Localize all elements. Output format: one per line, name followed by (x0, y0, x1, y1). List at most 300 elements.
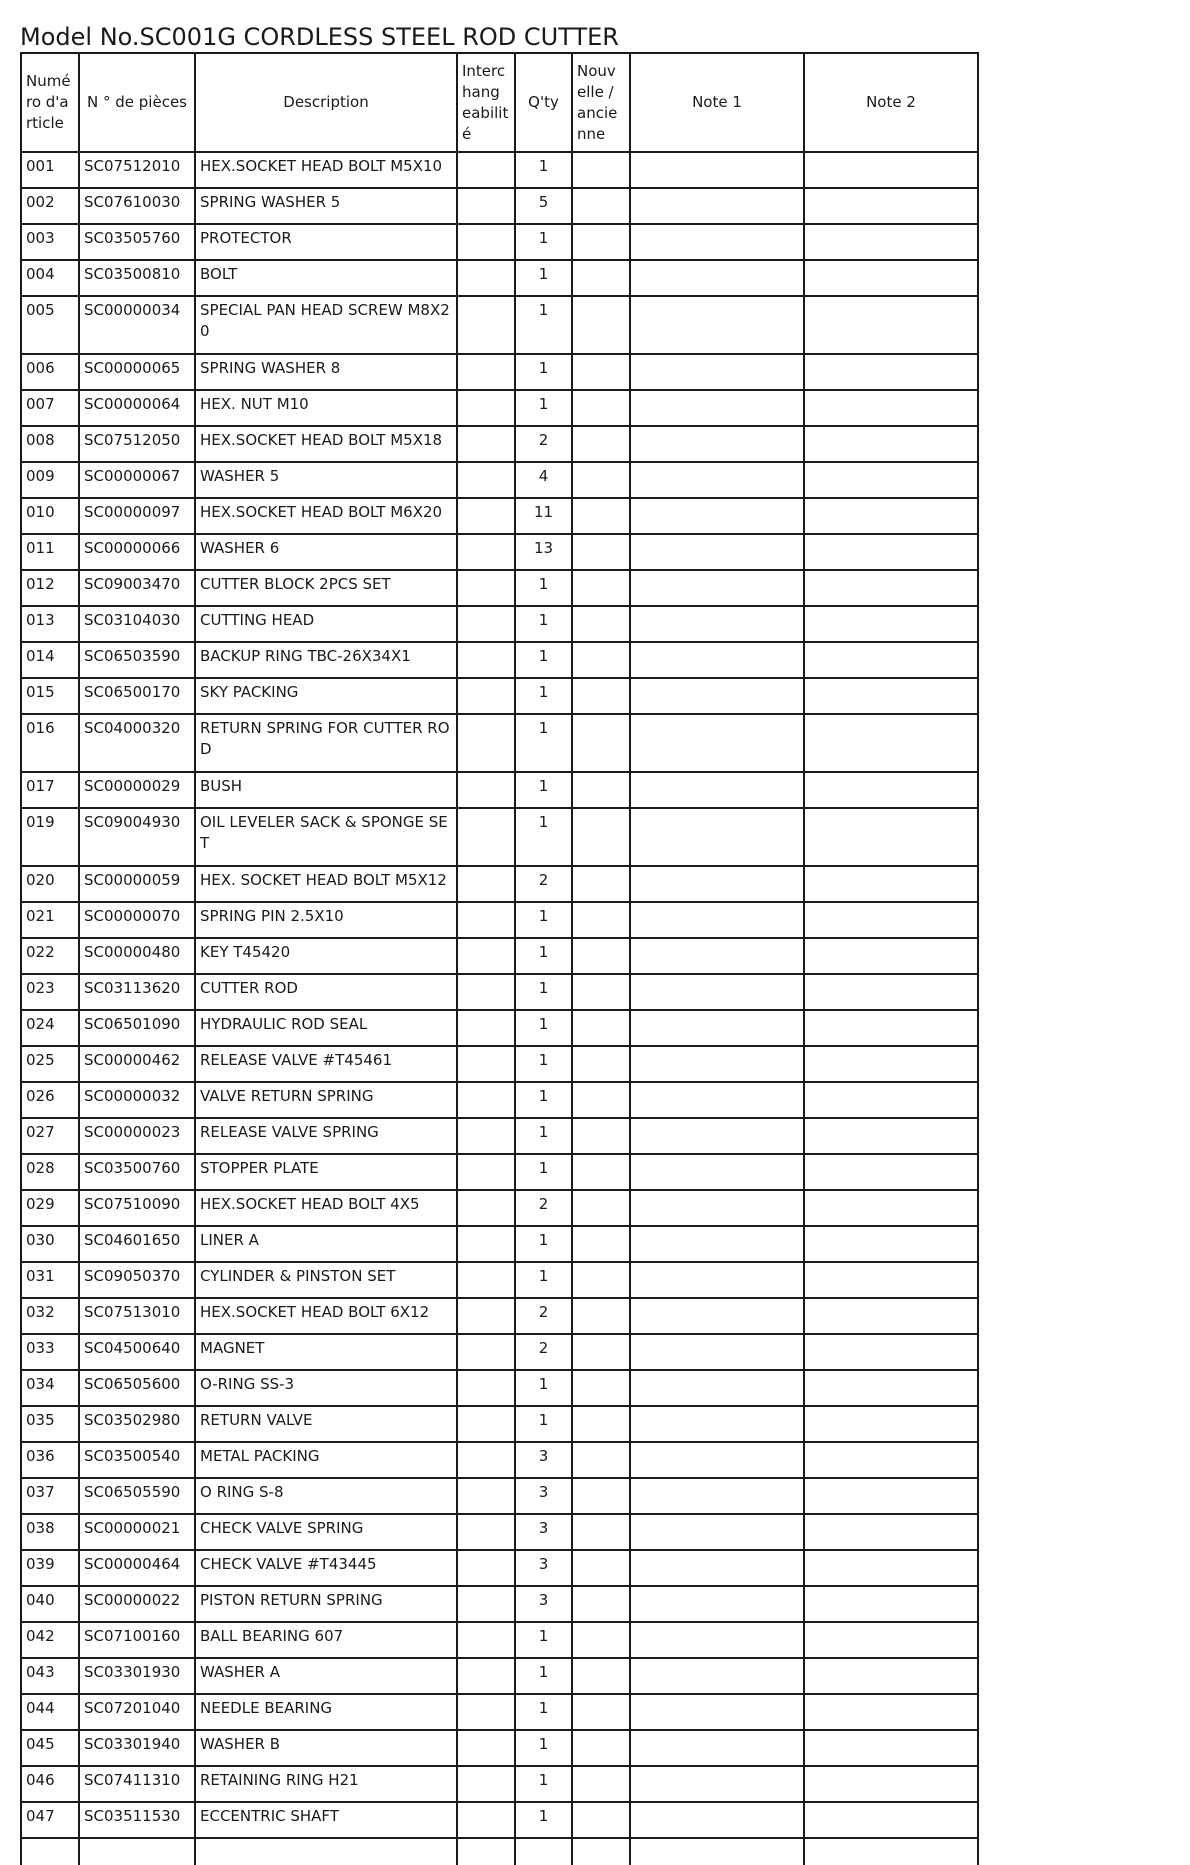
qty-cell: 1 (515, 938, 572, 974)
note-1-cell (630, 902, 804, 938)
qty-cell: 1 (515, 808, 572, 866)
description-cell: RETAINING RING H21 (195, 1766, 457, 1802)
note-2-cell (804, 678, 978, 714)
item-no-cell: 028 (21, 1154, 79, 1190)
description-cell: ECCENTRIC SHAFT (195, 1802, 457, 1838)
note-1-cell (630, 426, 804, 462)
new-old-cell (572, 188, 630, 224)
item-no-cell: 029 (21, 1190, 79, 1226)
note-1-cell (630, 462, 804, 498)
part-no-cell: SC00000064 (79, 390, 195, 426)
table-row (21, 1190, 978, 1226)
empty-cell (195, 1838, 457, 1865)
item-no-cell: 042 (21, 1622, 79, 1658)
interchangeability-cell (457, 1658, 515, 1694)
note-1-cell (630, 1658, 804, 1694)
interchangeability-cell (457, 1118, 515, 1154)
qty-cell: 1 (515, 714, 572, 772)
note-1-cell (630, 1082, 804, 1118)
interchangeability-cell (457, 1442, 515, 1478)
table-row (21, 1442, 978, 1478)
part-no-cell: SC00000059 (79, 866, 195, 902)
description-cell: BACKUP RING TBC-26X34X1 (195, 642, 457, 678)
part-no-cell: SC00000034 (79, 296, 195, 354)
note-2-cell (804, 1262, 978, 1298)
table-row (21, 866, 978, 902)
interchangeability-cell (457, 224, 515, 260)
empty-cell (457, 1838, 515, 1865)
interchangeability-cell (457, 1586, 515, 1622)
note-1-cell (630, 1550, 804, 1586)
table-row (21, 1118, 978, 1154)
table-row (21, 1406, 978, 1442)
table-row (21, 938, 978, 974)
qty-cell: 1 (515, 642, 572, 678)
interchangeability-cell (457, 1370, 515, 1406)
qty-cell: 1 (515, 390, 572, 426)
empty-cell (630, 1838, 804, 1865)
qty-cell: 2 (515, 426, 572, 462)
description-cell: SPECIAL PAN HEAD SCREW M8X20 (195, 296, 457, 354)
item-no-cell: 012 (21, 570, 79, 606)
item-no-cell: 043 (21, 1658, 79, 1694)
part-no-cell: SC07411310 (79, 1766, 195, 1802)
new-old-cell (572, 1118, 630, 1154)
qty-cell: 1 (515, 1082, 572, 1118)
table-row (21, 498, 978, 534)
note-1-cell (630, 1046, 804, 1082)
table-row (21, 188, 978, 224)
note-1-cell (630, 1586, 804, 1622)
item-no-cell: 039 (21, 1550, 79, 1586)
table-row (21, 354, 978, 390)
part-no-cell: SC00000097 (79, 498, 195, 534)
description-cell: KEY T45420 (195, 938, 457, 974)
item-no-cell: 038 (21, 1514, 79, 1550)
note-2-cell (804, 390, 978, 426)
description-cell: LINER A (195, 1226, 457, 1262)
note-2-cell (804, 1730, 978, 1766)
table-row (21, 902, 978, 938)
qty-cell: 1 (515, 1046, 572, 1082)
table-header-row (21, 53, 978, 152)
part-no-cell: SC03502980 (79, 1406, 195, 1442)
table-row (21, 570, 978, 606)
qty-cell: 1 (515, 152, 572, 188)
item-no-cell: 027 (21, 1118, 79, 1154)
qty-cell: 5 (515, 188, 572, 224)
interchangeability-cell (457, 1190, 515, 1226)
item-no-cell: 037 (21, 1478, 79, 1514)
note-2-cell (804, 1406, 978, 1442)
table-row (21, 426, 978, 462)
interchangeability-cell (457, 462, 515, 498)
item-no-cell: 013 (21, 606, 79, 642)
interchangeability-cell (457, 1730, 515, 1766)
header-item-no: Numé ro d'a rticle (21, 53, 79, 152)
part-no-cell: SC00000065 (79, 354, 195, 390)
description-cell: PROTECTOR (195, 224, 457, 260)
item-no-cell: 001 (21, 152, 79, 188)
qty-cell: 2 (515, 866, 572, 902)
interchangeability-cell (457, 1406, 515, 1442)
table-row (21, 1694, 978, 1730)
page-title: Model No.SC001G CORDLESS STEEL ROD CUTTER (20, 23, 619, 51)
note-2-cell (804, 1298, 978, 1334)
new-old-cell (572, 426, 630, 462)
empty-cell (515, 1838, 572, 1865)
note-2-cell (804, 772, 978, 808)
qty-cell: 3 (515, 1586, 572, 1622)
part-no-cell: SC03505760 (79, 224, 195, 260)
part-no-cell: SC00000022 (79, 1586, 195, 1622)
parts-table-body (21, 152, 978, 1865)
interchangeability-cell (457, 974, 515, 1010)
table-row (21, 1226, 978, 1262)
part-no-cell: SC03500760 (79, 1154, 195, 1190)
note-1-cell (630, 1622, 804, 1658)
item-no-cell: 010 (21, 498, 79, 534)
note-1-cell (630, 1010, 804, 1046)
new-old-cell (572, 224, 630, 260)
note-2-cell (804, 1694, 978, 1730)
qty-cell: 1 (515, 1694, 572, 1730)
description-cell: OIL LEVELER SACK & SPONGE SET (195, 808, 457, 866)
part-no-cell: SC04000320 (79, 714, 195, 772)
item-no-cell: 047 (21, 1802, 79, 1838)
qty-cell: 1 (515, 224, 572, 260)
note-2-cell (804, 188, 978, 224)
table-row (21, 1730, 978, 1766)
description-cell: BUSH (195, 772, 457, 808)
new-old-cell (572, 1730, 630, 1766)
new-old-cell (572, 570, 630, 606)
new-old-cell (572, 678, 630, 714)
new-old-cell (572, 1550, 630, 1586)
item-no-cell: 004 (21, 260, 79, 296)
note-1-cell (630, 534, 804, 570)
description-cell: STOPPER PLATE (195, 1154, 457, 1190)
item-no-cell: 021 (21, 902, 79, 938)
qty-cell: 1 (515, 1154, 572, 1190)
interchangeability-cell (457, 426, 515, 462)
item-no-cell: 032 (21, 1298, 79, 1334)
new-old-cell (572, 1298, 630, 1334)
note-1-cell (630, 1406, 804, 1442)
new-old-cell (572, 1154, 630, 1190)
note-1-cell (630, 390, 804, 426)
part-no-cell: SC07512050 (79, 426, 195, 462)
note-1-cell (630, 1766, 804, 1802)
description-cell: HEX.SOCKET HEAD BOLT M6X20 (195, 498, 457, 534)
item-no-cell: 006 (21, 354, 79, 390)
qty-cell: 1 (515, 260, 572, 296)
item-no-cell: 014 (21, 642, 79, 678)
new-old-cell (572, 1046, 630, 1082)
description-cell: HEX. NUT M10 (195, 390, 457, 426)
table-row (21, 1622, 978, 1658)
new-old-cell (572, 974, 630, 1010)
part-no-cell: SC03500540 (79, 1442, 195, 1478)
new-old-cell (572, 296, 630, 354)
qty-cell: 2 (515, 1334, 572, 1370)
qty-cell: 1 (515, 1802, 572, 1838)
table-row (21, 1334, 978, 1370)
note-2-cell (804, 974, 978, 1010)
description-cell: WASHER B (195, 1730, 457, 1766)
header-interchangeability: Interc hang eabilit é (457, 53, 515, 152)
new-old-cell (572, 152, 630, 188)
description-cell: METAL PACKING (195, 1442, 457, 1478)
interchangeability-cell (457, 1802, 515, 1838)
qty-cell: 2 (515, 1190, 572, 1226)
description-cell: RELEASE VALVE #T45461 (195, 1046, 457, 1082)
table-row (21, 1478, 978, 1514)
note-2-cell (804, 534, 978, 570)
description-cell: HYDRAULIC ROD SEAL (195, 1010, 457, 1046)
interchangeability-cell (457, 1226, 515, 1262)
part-no-cell: SC06505590 (79, 1478, 195, 1514)
note-1-cell (630, 1478, 804, 1514)
item-no-cell: 022 (21, 938, 79, 974)
description-cell: WASHER A (195, 1658, 457, 1694)
item-no-cell: 017 (21, 772, 79, 808)
new-old-cell (572, 866, 630, 902)
empty-cell (572, 1838, 630, 1865)
header-note-1: Note 1 (630, 53, 804, 152)
description-cell: O-RING SS-3 (195, 1370, 457, 1406)
note-2-cell (804, 606, 978, 642)
interchangeability-cell (457, 1550, 515, 1586)
item-no-cell: 016 (21, 714, 79, 772)
note-2-cell (804, 152, 978, 188)
note-2-cell (804, 1046, 978, 1082)
interchangeability-cell (457, 1046, 515, 1082)
new-old-cell (572, 902, 630, 938)
qty-cell: 1 (515, 678, 572, 714)
part-no-cell: SC03104030 (79, 606, 195, 642)
empty-cell (804, 1838, 978, 1865)
part-no-cell: SC00000464 (79, 1550, 195, 1586)
table-row (21, 974, 978, 1010)
description-cell: HEX.SOCKET HEAD BOLT M5X10 (195, 152, 457, 188)
table-row (21, 390, 978, 426)
note-1-cell (630, 1730, 804, 1766)
interchangeability-cell (457, 1262, 515, 1298)
part-no-cell: SC03113620 (79, 974, 195, 1010)
description-cell: WASHER 6 (195, 534, 457, 570)
note-2-cell (804, 1010, 978, 1046)
new-old-cell (572, 1370, 630, 1406)
description-cell: RELEASE VALVE SPRING (195, 1118, 457, 1154)
new-old-cell (572, 938, 630, 974)
qty-cell: 1 (515, 1730, 572, 1766)
qty-cell: 4 (515, 462, 572, 498)
description-cell: WASHER 5 (195, 462, 457, 498)
qty-cell: 11 (515, 498, 572, 534)
table-row (21, 1550, 978, 1586)
new-old-cell (572, 1190, 630, 1226)
interchangeability-cell (457, 866, 515, 902)
description-cell: RETURN VALVE (195, 1406, 457, 1442)
note-2-cell (804, 1478, 978, 1514)
qty-cell: 3 (515, 1478, 572, 1514)
note-2-cell (804, 1550, 978, 1586)
note-2-cell (804, 1082, 978, 1118)
qty-cell: 1 (515, 354, 572, 390)
note-1-cell (630, 296, 804, 354)
part-no-cell: SC04601650 (79, 1226, 195, 1262)
part-no-cell: SC06500170 (79, 678, 195, 714)
part-no-cell: SC07513010 (79, 1298, 195, 1334)
new-old-cell (572, 1478, 630, 1514)
new-old-cell (572, 1262, 630, 1298)
note-2-cell (804, 866, 978, 902)
qty-cell: 1 (515, 1370, 572, 1406)
interchangeability-cell (457, 1082, 515, 1118)
qty-cell: 1 (515, 902, 572, 938)
item-no-cell: 046 (21, 1766, 79, 1802)
part-no-cell: SC03500810 (79, 260, 195, 296)
interchangeability-cell (457, 260, 515, 296)
qty-cell: 1 (515, 570, 572, 606)
empty-cell (79, 1838, 195, 1865)
part-no-cell: SC00000032 (79, 1082, 195, 1118)
table-row (21, 534, 978, 570)
item-no-cell: 030 (21, 1226, 79, 1262)
description-cell: RETURN SPRING FOR CUTTER ROD (195, 714, 457, 772)
note-1-cell (630, 188, 804, 224)
qty-cell: 1 (515, 1406, 572, 1442)
new-old-cell (572, 1010, 630, 1046)
part-no-cell: SC07201040 (79, 1694, 195, 1730)
new-old-cell (572, 1082, 630, 1118)
description-cell: CUTTER BLOCK 2PCS SET (195, 570, 457, 606)
table-row (21, 1154, 978, 1190)
interchangeability-cell (457, 1514, 515, 1550)
item-no-cell: 005 (21, 296, 79, 354)
item-no-cell: 019 (21, 808, 79, 866)
description-cell: HEX.SOCKET HEAD BOLT 6X12 (195, 1298, 457, 1334)
qty-cell: 1 (515, 1010, 572, 1046)
item-no-cell: 002 (21, 188, 79, 224)
note-1-cell (630, 1190, 804, 1226)
note-2-cell (804, 714, 978, 772)
new-old-cell (572, 1766, 630, 1802)
part-no-cell: SC09003470 (79, 570, 195, 606)
item-no-cell: 035 (21, 1406, 79, 1442)
interchangeability-cell (457, 152, 515, 188)
new-old-cell (572, 808, 630, 866)
part-no-cell: SC03301940 (79, 1730, 195, 1766)
table-row (21, 1262, 978, 1298)
table-row (21, 606, 978, 642)
interchangeability-cell (457, 498, 515, 534)
table-row (21, 1010, 978, 1046)
note-1-cell (630, 498, 804, 534)
description-cell: CHECK VALVE #T43445 (195, 1550, 457, 1586)
note-1-cell (630, 1442, 804, 1478)
table-row (21, 1766, 978, 1802)
note-1-cell (630, 1226, 804, 1262)
interchangeability-cell (457, 1154, 515, 1190)
qty-cell: 1 (515, 772, 572, 808)
new-old-cell (572, 1658, 630, 1694)
note-1-cell (630, 1262, 804, 1298)
note-2-cell (804, 296, 978, 354)
note-2-cell (804, 642, 978, 678)
note-1-cell (630, 152, 804, 188)
note-1-cell (630, 1154, 804, 1190)
description-cell: BOLT (195, 260, 457, 296)
interchangeability-cell (457, 1298, 515, 1334)
note-1-cell (630, 808, 804, 866)
qty-cell: 3 (515, 1514, 572, 1550)
note-1-cell (630, 866, 804, 902)
note-2-cell (804, 1226, 978, 1262)
interchangeability-cell (457, 188, 515, 224)
part-no-cell: SC06503590 (79, 642, 195, 678)
item-no-cell: 009 (21, 462, 79, 498)
new-old-cell (572, 642, 630, 678)
item-no-cell: 034 (21, 1370, 79, 1406)
note-1-cell (630, 678, 804, 714)
note-2-cell (804, 260, 978, 296)
table-row (21, 772, 978, 808)
note-2-cell (804, 1802, 978, 1838)
new-old-cell (572, 606, 630, 642)
item-no-cell: 036 (21, 1442, 79, 1478)
interchangeability-cell (457, 938, 515, 974)
note-1-cell (630, 260, 804, 296)
new-old-cell (572, 260, 630, 296)
note-1-cell (630, 1118, 804, 1154)
description-cell: HEX. SOCKET HEAD BOLT M5X12 (195, 866, 457, 902)
note-1-cell (630, 1802, 804, 1838)
description-cell: CUTTER ROD (195, 974, 457, 1010)
table-row (21, 1586, 978, 1622)
table-row (21, 808, 978, 866)
header-qty: Q'ty (515, 53, 572, 152)
header-part-no: N ° de pièces (79, 53, 195, 152)
part-no-cell: SC07610030 (79, 188, 195, 224)
note-2-cell (804, 1190, 978, 1226)
new-old-cell (572, 1622, 630, 1658)
part-no-cell: SC06501090 (79, 1010, 195, 1046)
note-2-cell (804, 1334, 978, 1370)
note-2-cell (804, 1766, 978, 1802)
description-cell: CYLINDER & PINSTON SET (195, 1262, 457, 1298)
empty-cell (21, 1838, 79, 1865)
item-no-cell: 015 (21, 678, 79, 714)
new-old-cell (572, 714, 630, 772)
part-no-cell: SC00000462 (79, 1046, 195, 1082)
item-no-cell: 003 (21, 224, 79, 260)
interchangeability-cell (457, 642, 515, 678)
note-2-cell (804, 1622, 978, 1658)
parts-table (20, 52, 979, 1865)
note-1-cell (630, 714, 804, 772)
part-no-cell: SC00000480 (79, 938, 195, 974)
description-cell: BALL BEARING 607 (195, 1622, 457, 1658)
header-description: Description (195, 53, 457, 152)
header-note-2: Note 2 (804, 53, 978, 152)
note-2-cell (804, 902, 978, 938)
description-cell: CHECK VALVE SPRING (195, 1514, 457, 1550)
item-no-cell: 026 (21, 1082, 79, 1118)
interchangeability-cell (457, 570, 515, 606)
table-row (21, 1802, 978, 1838)
